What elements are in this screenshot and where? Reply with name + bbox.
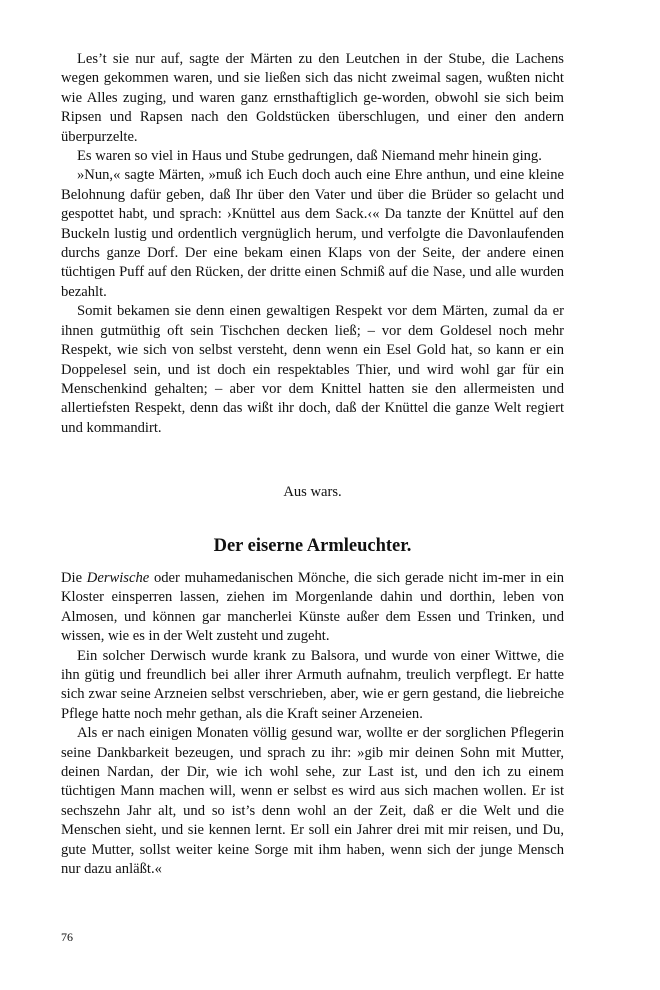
story-one-body (61, 50, 564, 438)
paragraph: Als er nach einigen Monaten völlig gesund war, wollte er der sorglichen Pflegerin seine Dankbarkeit bezeugen, und sprach zu ihr: »gib mir deinen Sohn mit Mutter, deinen Nardan, der Dir, wie ich wohl sehe, zur Last ist, und den ich zu einem tüchtigen Mann machen will, wenn er selbst es wird aus sich machen wollen. Er ist sechszehn Jahr alt, und so ist’s denn wohl an der Zeit, daß er die Welt und die Menschen sieht, und sie kennen lernt. Er soll ein Jahrer drei mit mir reisen, und Du, gute Mutter, sollst weiter keine Sorge mit ihm haben, wenn sich der junge Mensch nur dazu anläßt.« (61, 725, 564, 878)
paragraph-rest: oder muhamedanischen Mönche, die sich gerade nicht im-mer in ein Kloster einsperren lassen, ziehen im Morgenlande dahin und dorthin, leben von Almosen, und können gar mancherlei Künste außer dem Essen und Trinken, und wissen, wie es in der Welt zusteht und zugeht. (61, 570, 564, 645)
paragraph-lead: Die (61, 570, 87, 586)
paragraph: »Nun,« sagte Märten, »muß ich Euch doch auch eine Ehre anthun, und eine kleine Belohnung dafür geben, daß Ihr über den Vater und über die Brüder so gelacht und gespottet habt, und sprach: ›Knüttel aus dem Sack.‹« Da tanzte der Knüttel auf den Buckeln lustig und ordentlich vergnüglich herum, und verfolgte die Davonlaufenden durchs ganze Dorf. Der eine bekam einen Klaps von der Seite, der andere einen tüchtigen Puff auf den Rücken, der dritte einen Schmiß auf die Nase, und alle wurden bezahlt. (61, 167, 564, 300)
paragraph: Ein solcher Derwisch wurde krank zu Balsora, und wurde von einer Wittwe, die ihn gütig und freundlich bei aller ihrer Armuth aufnahm, treulich verpflegt. Er hatte sich zwar seine Arzneien selbst verschrieben, aber, wie er gern gestand, die liebreiche Pflege hatte noch mehr gethan, als die Kraft seiner Arzeneien. (61, 647, 564, 722)
page-number: 76 (61, 930, 73, 944)
story-ending: Aus wars. (283, 484, 342, 500)
paragraph: Somit bekamen sie denn einen gewaltigen Respekt vor dem Märten, zumal da er ihnen gutmüthig oft sein Tischchen decken ließ; – vor dem Goldesel noch mehr Respekt, wie sich von selbst versteht, denn wenn ein Esel Gold hat, so kann er ein Doppelesel sein, und ist doch ein respektables Thier, und wird wohl gar für ein Menschenkind gehalten; – aber vor dem Knittel hatten sie den allermeisten und allertiefsten Respekt, denn das wißt ihr doch, daß der Knüttel die ganze Welt regiert und kommandirt. (61, 303, 564, 436)
story-two-body (61, 569, 564, 880)
italic-term: Derwische (86, 570, 150, 586)
paragraph: Les’t sie nur auf, sagte der Märten zu den Leutchen in der Stube, die Lachens wegen gekommen waren, und sie ließen sich das nicht zweimal sagen, wußten nicht wie Alles zuging, und waren ganz ernsthaftiglich ge-worden, obwohl sie sich beim Ripsen und Rapsen nach den Goldstücken überschlugen, und einer den andern überpurzelte. (61, 51, 564, 145)
paragraph: Es waren so viel in Haus und Stube gedrungen, daß Niemand mehr hinein ging. (77, 148, 542, 165)
paragraph (61, 569, 564, 647)
chapter-title: Der eiserne Armleuchter. (213, 536, 412, 556)
